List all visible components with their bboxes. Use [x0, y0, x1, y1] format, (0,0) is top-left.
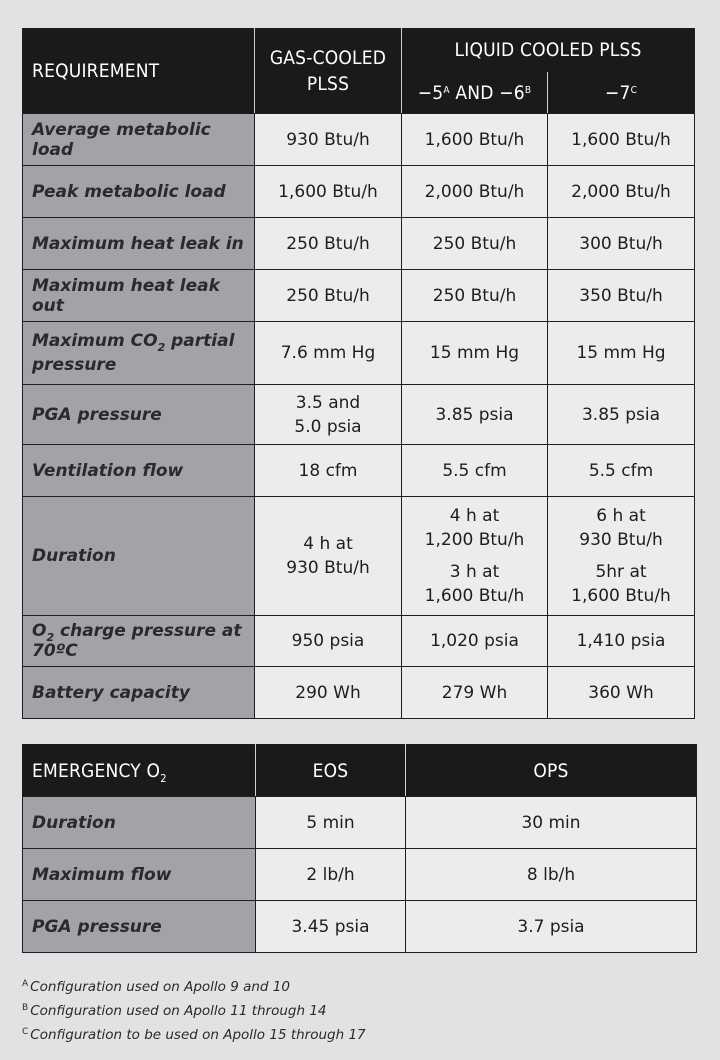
row-label: Maximum flow: [23, 849, 256, 901]
eos-value: 5 min: [256, 797, 406, 849]
footnote-a: $^A$ Configuration used on Apollo 9 and 10: [22, 979, 290, 995]
liquid-7-value: 6 h at 930 Btu/h 5hr at 1,600 Btu/h: [548, 497, 695, 616]
gas-cooled-value: 4 h at 930 Btu/h: [255, 497, 402, 616]
liquid-7-value: 15 mm Hg: [548, 322, 695, 385]
ops-value: 8 lb/h: [406, 849, 697, 901]
ops-value: 3.7 psia: [406, 901, 697, 953]
row-label: Battery capacity: [23, 667, 255, 719]
header-eos: EOS: [256, 745, 406, 797]
table-row: [23, 616, 695, 667]
table-row: [23, 385, 695, 445]
header-gas-cooled-plss: GAS-COOLED PLSS: [255, 29, 402, 114]
plss-requirements-table: [22, 28, 695, 719]
gas-cooled-value: 3.5 and 5.0 psia: [255, 385, 402, 445]
liquid-7-value: 1,600 Btu/h: [548, 114, 695, 166]
liquid-7-value: 360 Wh: [548, 667, 695, 719]
row-label: Ventilation flow: [23, 445, 255, 497]
table-row: [23, 270, 695, 322]
header-config-7: $-7^C$: [548, 72, 695, 114]
table-row: [23, 849, 697, 901]
emergency-o2-table: [22, 744, 697, 953]
gas-cooled-value: 1,600 Btu/h: [255, 166, 402, 218]
row-label: Peak metabolic load: [23, 166, 255, 218]
row-label: Maximum $CO_2$ partial pressure: [23, 322, 255, 385]
liquid-5-6-value: 3.85 psia: [402, 385, 548, 445]
gas-cooled-value: 250 Btu/h: [255, 270, 402, 322]
liquid-5-6-value: 1,020 psia: [402, 616, 548, 667]
liquid-5-6-value: 15 mm Hg: [402, 322, 548, 385]
liquid-7-value: 2,000 Btu/h: [548, 166, 695, 218]
liquid-7-value: 5.5 cfm: [548, 445, 695, 497]
header-ops: OPS: [406, 745, 697, 797]
liquid-5-6-value: 250 Btu/h: [402, 218, 548, 270]
table-row: [23, 797, 697, 849]
row-label: Average metabolic load: [23, 114, 255, 166]
liquid-5-6-value: 2,000 Btu/h: [402, 166, 548, 218]
table-row: [23, 667, 695, 719]
gas-cooled-value: 18 cfm: [255, 445, 402, 497]
row-label: Duration: [23, 497, 255, 616]
eos-value: 2 lb/h: [256, 849, 406, 901]
liquid-7-value: 3.85 psia: [548, 385, 695, 445]
ops-value: 30 min: [406, 797, 697, 849]
table-row: [23, 497, 695, 616]
gas-cooled-value: 930 Btu/h: [255, 114, 402, 166]
liquid-7-value: 1,410 psia: [548, 616, 695, 667]
eos-value: 3.45 psia: [256, 901, 406, 953]
footnote-c: $^C$ Configuration to be used on Apollo 15 through 17: [22, 1027, 366, 1043]
liquid-5-6-value: 279 Wh: [402, 667, 548, 719]
header-emergency-o2: EMERGENCY $O_2$: [23, 745, 256, 797]
row-label: PGA pressure: [23, 901, 256, 953]
liquid-7-value: 300 Btu/h: [548, 218, 695, 270]
header-config-5-and-6: $-5^A$ AND $-6^B$: [402, 72, 548, 114]
gas-cooled-value: 7.6 mm Hg: [255, 322, 402, 385]
liquid-5-6-value: 250 Btu/h: [402, 270, 548, 322]
table-row: [23, 218, 695, 270]
liquid-7-value: 350 Btu/h: [548, 270, 695, 322]
table-row: [23, 114, 695, 166]
table-row: [23, 166, 695, 218]
row-label: PGA pressure: [23, 385, 255, 445]
header-liquid-cooled-plss: LIQUID COOLED PLSS: [402, 29, 695, 72]
row-label: Maximum heat leak out: [23, 270, 255, 322]
gas-cooled-value: 950 psia: [255, 616, 402, 667]
gas-cooled-value: 290 Wh: [255, 667, 402, 719]
table-row: [23, 901, 697, 953]
row-label: Duration: [23, 797, 256, 849]
row-label: Maximum heat leak in: [23, 218, 255, 270]
table-row: [23, 322, 695, 385]
liquid-5-6-value: 5.5 cfm: [402, 445, 548, 497]
footnote-b: $^B$ Configuration used on Apollo 11 through 14: [22, 1003, 327, 1019]
header-requirement: REQUIREMENT: [23, 29, 255, 114]
liquid-5-6-value: 4 h at 1,200 Btu/h 3 h at 1,600 Btu/h: [402, 497, 548, 616]
table-row: [23, 445, 695, 497]
row-label: $O_2$ charge pressure at 70ºC: [23, 616, 255, 667]
liquid-5-6-value: 1,600 Btu/h: [402, 114, 548, 166]
footnotes: [22, 972, 366, 1044]
gas-cooled-value: 250 Btu/h: [255, 218, 402, 270]
